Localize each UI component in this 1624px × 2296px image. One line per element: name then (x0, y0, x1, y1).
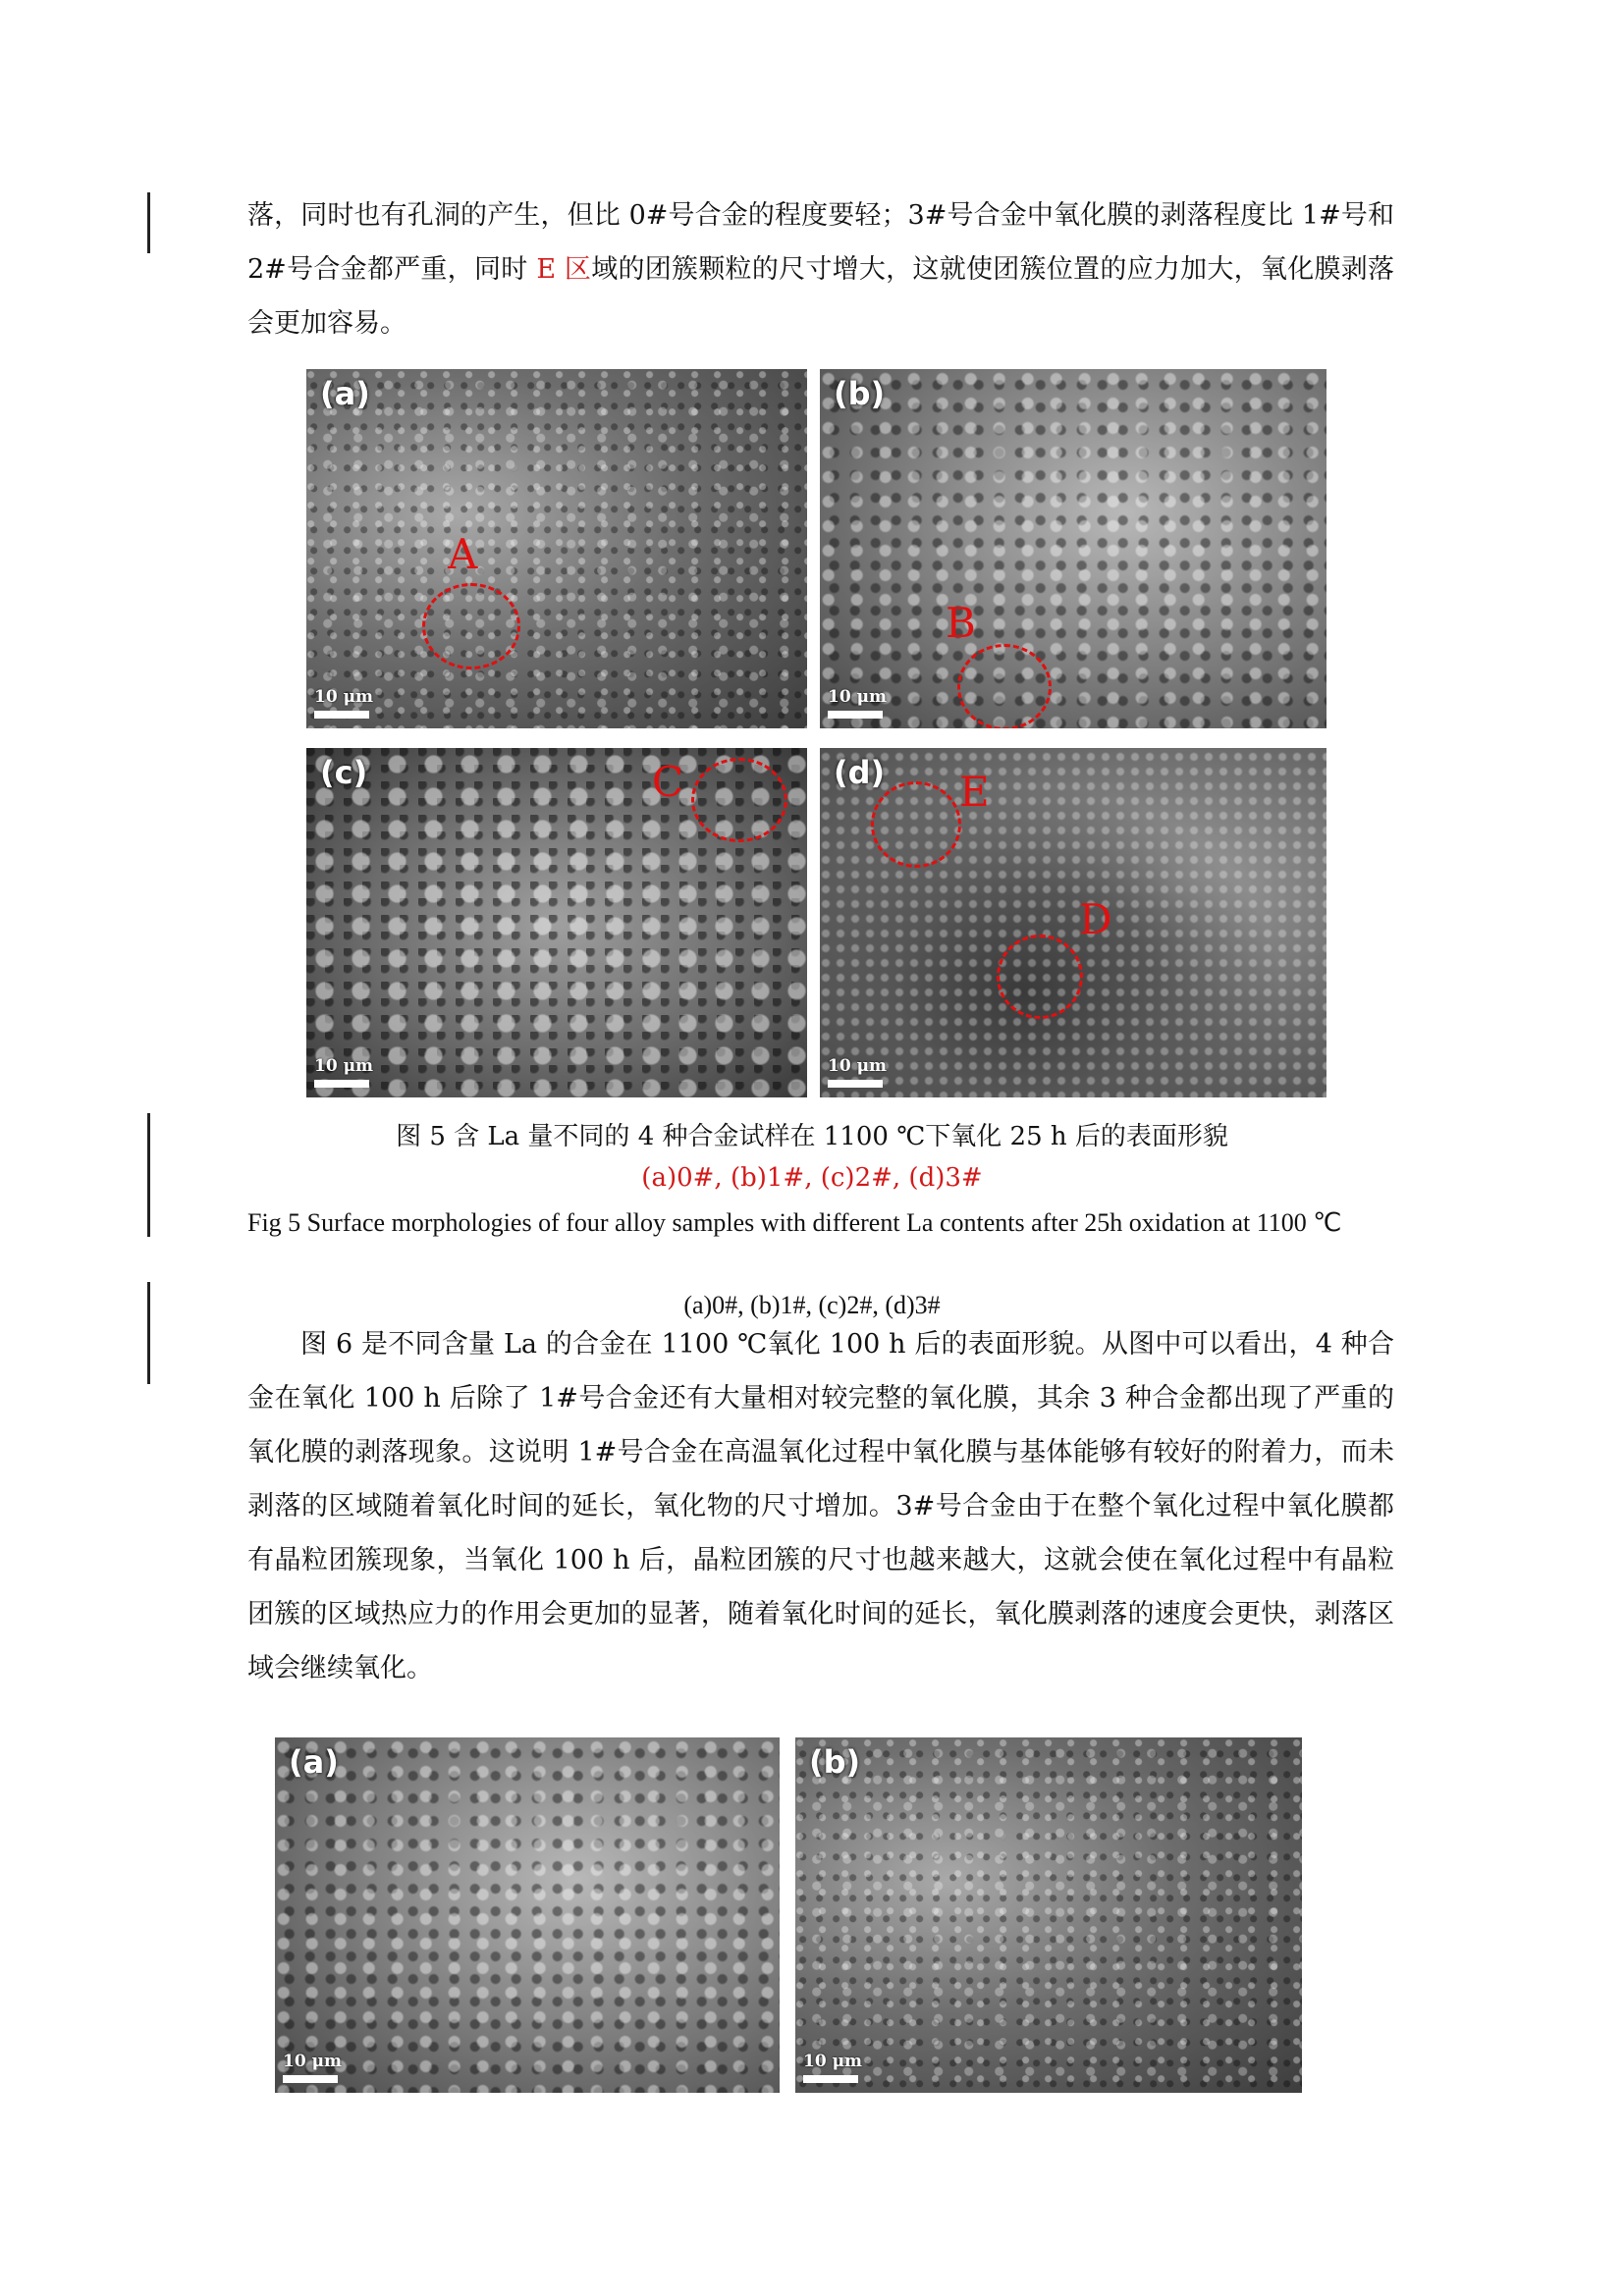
region-circle-d (997, 934, 1083, 1019)
sem-panel-6a (275, 1737, 780, 2093)
body-paragraph-top (247, 188, 1394, 350)
revision-bar (147, 192, 150, 253)
sem-panel-d (820, 748, 1326, 1097)
scale-bar (803, 2075, 858, 2083)
region-circle-a (422, 583, 520, 669)
region-letter: D (1079, 895, 1112, 943)
region-letter: E (959, 768, 990, 816)
panel-label: (c) (320, 754, 368, 791)
paragraph-text: 落，同时也有孔洞的产生，但比 0#号合金的程度要轻；3#号合金中氧化膜的剥落程度比 1#号和 2#号合金都严重，同时 (247, 200, 1394, 285)
panel-label: (d) (834, 754, 886, 791)
scale-label: 10 μm (828, 1056, 888, 1076)
panel-label: (a) (320, 375, 370, 412)
scale-bar (828, 1080, 883, 1088)
scale-label: 10 μm (314, 687, 374, 707)
scale-label: 10 μm (803, 2052, 863, 2071)
figure-caption-cn-sub: (a)0#, (b)1#, (c)2#, (d)3# (641, 1163, 983, 1193)
panel-label: (a) (289, 1743, 339, 1781)
paragraph-text: 域的团簇颗粒的尺寸增大，这就使团簇位置的应力加大，氧化膜剥落会更加容易。 (247, 254, 1395, 339)
figure-caption-en-sub: (a)0#, (b)1#, (c)2#, (d)3# (683, 1291, 941, 1319)
highlight-text: E 区 (536, 254, 592, 285)
scale-bar (314, 1080, 369, 1088)
scale-bar (828, 711, 883, 719)
region-letter: C (652, 758, 684, 806)
panel-label: (b) (809, 1743, 861, 1781)
scale-label: 10 μm (314, 1056, 374, 1076)
figure-caption-cn: 图 5 含 La 量不同的 4 种合金试样在 1100 ℃下氧化 25 h 后的表面形貌 (396, 1122, 1228, 1151)
scale-label: 10 μm (828, 687, 888, 707)
figure-caption-en: Fig 5 Surface morphologies of four alloy samples with different La contents after 25h oxidation at 1100 ℃ (247, 1208, 1342, 1237)
region-circle-e (871, 781, 961, 868)
region-letter: A (448, 530, 478, 578)
region-circle-b (957, 644, 1052, 728)
sem-panel-a (306, 369, 807, 728)
scale-label: 10 μm (283, 2052, 343, 2071)
region-letter: B (946, 599, 976, 647)
sem-panel-6b (795, 1737, 1302, 2093)
panel-label: (b) (834, 375, 886, 412)
sem-panel-c (306, 748, 807, 1097)
scale-bar (283, 2075, 338, 2083)
sem-panel-b (820, 369, 1326, 728)
region-circle-c (691, 758, 787, 842)
scale-bar (314, 711, 369, 719)
body-paragraph-fig6: 图 6 是不同含量 La 的合金在 1100 ℃氧化 100 h 后的表面形貌。从图中可以看出，4 种合金在氧化 100 h 后除了 1#号合金还有大量相对较完整的氧化膜，其余 3 种合金都出现了严重的氧化膜的剥落现象。这说明 1#号合金在高温氧化过程中氧化膜与基体能够有较好的附着力，而未剥落的区域随着氧化时间的延长，氧化物的尺寸增加。3#号合金由于在整个氧化过程中氧化膜都有晶粒团簇现象，当氧化 100 h 后，晶粒团簇的尺寸也越来越大，这就会使在氧化过程中有晶粒团簇的区域热应力的作用会更加的显著，随着氧化时间的延长，氧化膜剥落的速度会更快，剥落区域会继续氧化。 (247, 1329, 1394, 1683)
